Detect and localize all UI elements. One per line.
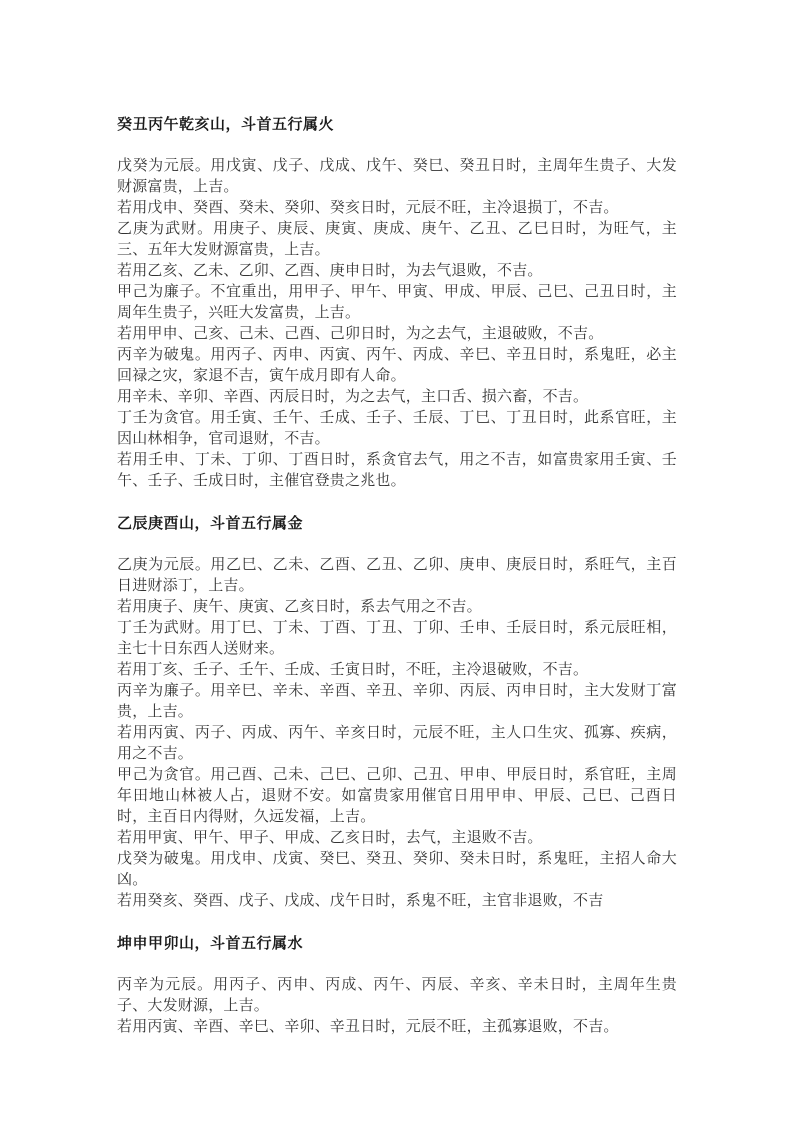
paragraph: 甲己为贪官。用己酉、己未、己巳、己卯、己丑、甲申、甲辰日时，系官旺，主周年田地山林被人占，退财不安。如富贵家用催官日用甲申、甲辰、己巳、己酉日时，主百日内得财，久远发福，上吉。 [117,765,677,825]
paragraph: 若用甲申、己亥、己未、己酉、己卯日时，为之去气，主退破败，不吉。 [117,324,604,342]
paragraph: 丙辛为元辰。用丙子、丙申、丙成、丙午、丙辰、辛亥、辛未日时，主周年生贵子、大发财源，上吉。 [117,975,677,1014]
paragraph: 乙庚为元辰。用乙巳、乙未、乙酉、乙丑、乙卯、庚申、庚辰日时，系旺气，主百日进财添丁，上吉。 [117,555,677,594]
paragraph: 用辛未、辛卯、辛酉、丙辰日时，为之去气，主口舌、损六畜，不吉。 [117,387,589,405]
paragraph: 若用丙寅、丙子、丙成、丙午、辛亥日时，元辰不旺，主人口生灾、孤寡、疾病，用之不吉。 [117,723,677,762]
section-1 [117,114,677,491]
paragraph: 若用乙亥、乙未、乙卯、乙酉、庚申日时，为去气退败，不吉。 [117,261,543,279]
section-heading: 乙辰庚酉山，斗首五行属金 [117,514,304,532]
section-2 [117,513,677,911]
paragraph: 若用丙寅、辛酉、辛巳、辛卯、辛丑日时，元辰不旺，主孤寡退败，不吉。 [117,1017,619,1035]
document-content [117,114,677,1037]
paragraph: 若用丁亥、壬子、壬午、壬成、壬寅日时，不旺，主冷退破败，不吉。 [117,660,589,678]
paragraph: 丁壬为贪官。用壬寅、壬午、壬成、壬子、壬辰、丁巳、丁丑日时，此系官旺，主因山林相争，官司退财，不吉。 [117,408,677,447]
paragraph: 若用庚子、庚午、庚寅、乙亥日时，系去气用之不吉。 [117,597,482,615]
paragraph: 若用甲寅、甲午、甲子、甲成、乙亥日时，去气，主退败不吉。 [117,828,543,846]
paragraph: 甲己为廉子。不宜重出，用甲子、甲午、甲寅、甲成、甲辰、己巳、己丑日时，主周年生贵子，兴旺大发富贵，上吉。 [117,282,677,321]
paragraph: 丁壬为武财。用丁巳、丁未、丁酉、丁丑、丁卯、壬申、壬辰日时，系元辰旺相，主七十日东西人送财来。 [117,618,677,657]
paragraph: 戊癸为破鬼。用戊申、戊寅、癸巳、癸丑、癸卯、癸未日时，系鬼旺，主招人命大凶。 [117,849,677,888]
section-heading: 坤申甲卯山，斗首五行属水 [117,934,304,952]
paragraph: 丙辛为廉子。用辛巳、辛未、辛酉、辛丑、辛卯、丙辰、丙申日时，主大发财丁富贵，上吉。 [117,681,677,720]
section-heading: 癸丑丙午乾亥山，斗首五行属火 [117,115,335,133]
paragraph: 若用壬申、丁未、丁卯、丁酉日时，系贪官去气，用之不吉，如富贵家用壬寅、壬午、壬子、壬成日时，主催官登贵之兆也。 [117,450,677,489]
section-3 [117,933,677,1037]
paragraph: 戊癸为元辰。用戊寅、戊子、戊成、戊午、癸巳、癸丑日时，主周年生贵子、大发财源富贵，上吉。 [117,156,677,195]
paragraph: 若用癸亥、癸酉、戊子、戊成、戊午日时，系鬼不旺，主官非退败，不吉 [117,891,604,909]
paragraph: 若用戊申、癸酉、癸未、癸卯、癸亥日时，元辰不旺，主冷退损丁，不吉。 [117,198,619,216]
paragraph: 丙辛为破鬼。用丙子、丙申、丙寅、丙午、丙成、辛巳、辛丑日时，系鬼旺，必主回禄之灾，家退不吉，寅午成月即有人命。 [117,345,677,384]
paragraph: 乙庚为武财。用庚子、庚辰、庚寅、庚成、庚午、乙丑、乙巳日时，为旺气，主三、五年大发财源富贵，上吉。 [117,219,677,258]
